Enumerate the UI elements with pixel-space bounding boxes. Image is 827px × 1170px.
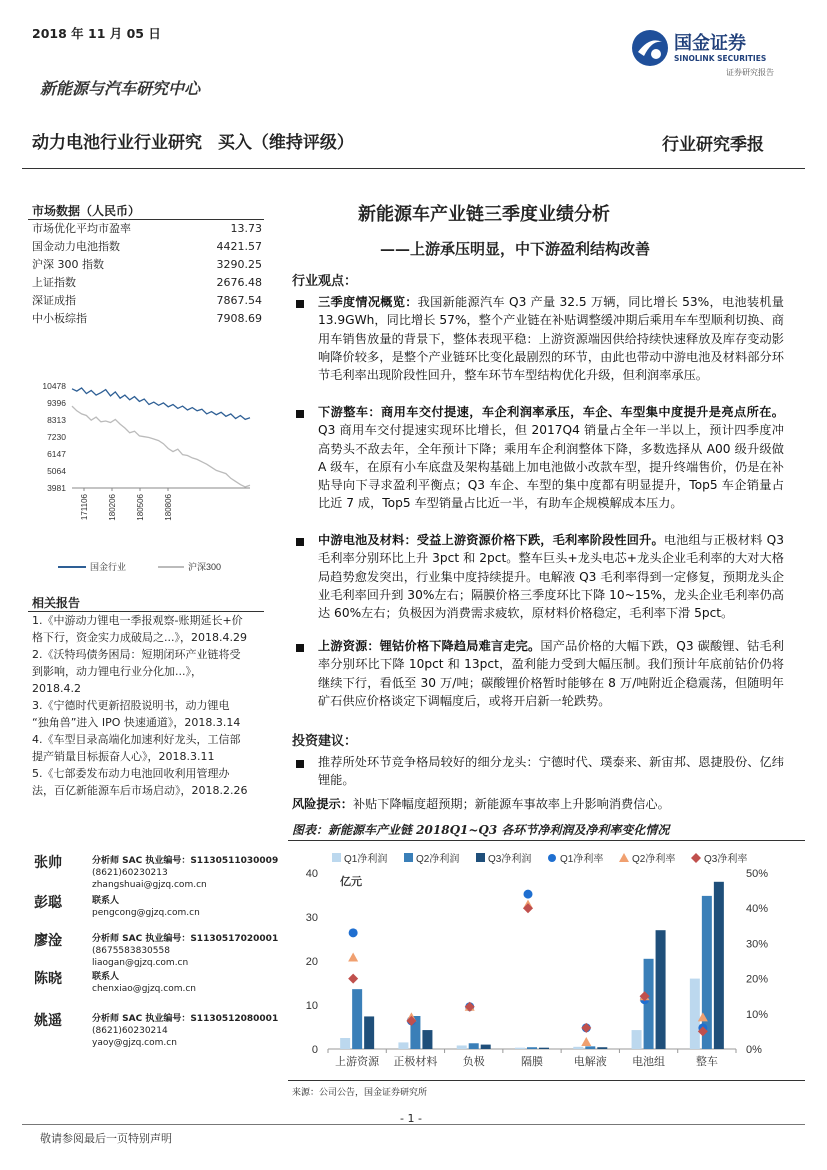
- point-Q2净利率: [581, 1037, 591, 1046]
- y-tick-label: 30: [305, 912, 318, 924]
- profit-chart: [288, 843, 805, 1083]
- category-label: 电池组: [632, 1056, 666, 1068]
- chart-title: 图表：新能源车产业链 2018Q1~Q3 各环节净利润及净利率变化情况: [292, 823, 670, 837]
- list-item[interactable]: 5.《七部委发布动力电池回收利用管理办 法，百亿新能源车后市场启动》，2018.2.26: [32, 767, 248, 797]
- y2-tick-label: 20%: [746, 973, 769, 986]
- list-item[interactable]: 4.《车型目录高端化加速利好龙头，工信部 提产销量目标振奋人心》，2018.3.11: [32, 733, 241, 763]
- y-tick-label: 6147: [47, 449, 66, 459]
- analyst-info: 联系人 chenxiao@gjzq.com.cn: [92, 972, 196, 994]
- bullet-icon: [296, 760, 304, 768]
- analyst-name: 张帅: [34, 855, 62, 871]
- header-divider: [22, 168, 805, 169]
- market-row: 国金动力电池指数 4421.57: [32, 240, 262, 253]
- y-tick-label: 8313: [47, 415, 66, 425]
- paragraph-upstream: 上游资源：锂钴价格下降趋局难言走完。国产品价格的大幅下跌，Q3 碳酸锂、钴毛利率分别环比下降 10pct 和 13pct，盈利能力受到大幅压制。我们预计年底前钴价仍将继续下行，看低至 30 万/吨；碳酸锂价格暂时能够在 8 万/吨附近企稳震荡，但随明年矿石供应价格谈定下调幅度后，或将开启新一轮跌势。: [318, 639, 784, 708]
- legend-swatch-Q1净利润: [332, 853, 341, 862]
- analyst-name: 陈晓: [34, 971, 62, 987]
- bullet-icon: [296, 410, 304, 418]
- bar-Q3净利润: [422, 1030, 432, 1049]
- x-tick-label: 180806: [164, 494, 173, 521]
- legend-label: Q3净利率: [704, 854, 748, 865]
- analyst-info: 分析师 SAC 执业编号：S1130517020001 (8675583830558 liaogan@gjzq.com.cn: [92, 934, 279, 968]
- category-label: 整车: [695, 1056, 718, 1068]
- legend-swatch-Q2净利率: [619, 853, 629, 862]
- market-row: 沪深 300 指数 3290.25: [32, 258, 262, 271]
- x-tick-label: 171106: [80, 494, 89, 521]
- legend-swatch-Q3净利率: [691, 853, 701, 863]
- chart-title-divider: [288, 840, 805, 841]
- point-Q3净利率: [581, 1023, 591, 1033]
- analyst-name: 廖淦: [34, 933, 62, 949]
- related-reports-title: 相关报告: [32, 596, 81, 610]
- view-title: 行业观点：: [292, 274, 358, 289]
- bar-Q2净利润: [469, 1043, 479, 1049]
- point-Q2净利率: [348, 952, 358, 961]
- bar-Q3净利润: [656, 930, 666, 1049]
- y2-tick-label: 30%: [746, 938, 769, 951]
- market-table: [32, 220, 262, 328]
- bar-Q3净利润: [364, 1016, 374, 1049]
- legend-label: Q3净利润: [488, 854, 532, 865]
- category-label: 电解液: [573, 1056, 607, 1068]
- x-tick-label: 180506: [136, 494, 145, 521]
- bar-Q1净利润: [632, 1030, 642, 1049]
- analyst-info: 分析师 SAC 执业编号：S1130511030009 (8621)60230213 zhangshuai@gjzq.com.cn: [92, 856, 279, 890]
- paragraph-overview: 三季度情况概览：我国新能源汽车 Q3 产量 32.5 万辆，同比增长 53%，电池装机量 13.9GWh，同比增长 57%，整个产业链在补贴调整缓冲期后乘用车车型顺利切换、商用车销售放量的背景下，整体表现平稳：上游资源端因供给持续快速释放及库存变动影响降价较多，是整个产业链环比变化最剧烈的环节，由此也带动中游电池及材料部分环节毛利率出现阶段性回升，整车环节车型结构优化升级，但利润率承压。: [318, 295, 784, 383]
- point-Q3净利率: [523, 903, 533, 913]
- category-label: 正极材料: [393, 1056, 438, 1068]
- y-tick-label: 20: [305, 956, 318, 968]
- bar-Q2净利润: [352, 989, 362, 1049]
- point-Q1净利率: [349, 928, 358, 937]
- list-item[interactable]: 1.《中游动力锂电一季报观察-账期延长+价 格下行，资金实力成破局之...》，2018.4.29: [32, 614, 247, 644]
- y-tick-label: 3981: [47, 483, 66, 493]
- analyst-name: 姚遥: [34, 1013, 62, 1029]
- market-row: 市场优化平均市盈率 13.73: [32, 222, 262, 235]
- report-type: 行业研究季报: [662, 135, 764, 155]
- main-subtitle: ——上游承压明显，中下游盈利结构改善: [380, 240, 651, 258]
- category-label: 上游资源: [335, 1056, 380, 1068]
- research-center: 新能源与汽车研究中心: [40, 79, 201, 98]
- market-row: 中小板综指 7908.69: [32, 312, 262, 325]
- bar-Q1净利润: [398, 1042, 408, 1049]
- y2-tick-label: 0%: [746, 1044, 762, 1056]
- bullet-icon: [296, 300, 304, 308]
- y2-tick-label: 40%: [746, 903, 769, 916]
- related-reports-list: [32, 612, 272, 799]
- bar-Q3净利润: [481, 1045, 491, 1049]
- legend-label: Q1净利润: [344, 854, 388, 865]
- analyst-info: 分析师 SAC 执业编号：S1130512080001 (8621)60230214 yaoy@gjzq.com.cn: [92, 1014, 279, 1048]
- category-label: 负极: [462, 1056, 485, 1068]
- y2-tick-label: 50%: [746, 868, 769, 880]
- market-data-title: 市场数据（人民币）: [32, 204, 141, 218]
- legend-swatch-Q2净利润: [404, 853, 413, 862]
- chart-source: 来源：公司公告，国金证券研究所: [292, 1088, 428, 1098]
- x-tick-label: 180206: [108, 494, 117, 521]
- chart-bottom-divider: [288, 1080, 805, 1081]
- y2-tick-label: 10%: [746, 1008, 769, 1021]
- bullet-icon: [296, 644, 304, 652]
- logo-sub: 证券研究报告: [726, 68, 774, 77]
- industry-title: 动力电池行业行业研究: [32, 133, 202, 153]
- y-tick-label: 0: [311, 1044, 318, 1056]
- bar-Q3净利润: [714, 882, 724, 1049]
- logo-en: SINOLINK SECURITIES: [674, 54, 767, 63]
- report-date: 2018 年 11 月 05 日: [32, 26, 161, 41]
- bar-Q3净利润: [597, 1047, 607, 1049]
- paragraph-midstream: 中游电池及材料：受益上游资源价格下跌，毛利率阶段性回升。电池组与正极材料 Q3 毛利率分别环比上升 3pct 和 2pct。整车巨头+龙头电芯+龙头企业毛利率的大对大格局趋势愈发突出，行业集中度持续提升。电解液 Q3 毛利率得到一定修复，预期龙头企业毛利率回升到 30%左右；隔膜价格三季度环比下降 10~15%，龙头企业毛利率仍高达 60%左右；负极因为消费需求疲软，原材料价格稳定，毛利率下滑 5pct。: [318, 533, 784, 621]
- rating: 买入（维持评级）: [217, 133, 354, 153]
- risk-note: 风险提示：补贴下降幅度超预期；新能源车事故率上升影响消费信心。: [292, 797, 670, 811]
- y-tick-label: 40: [305, 868, 318, 880]
- bar-Q1净利润: [690, 979, 700, 1049]
- legend-hs300-label: 沪深300: [188, 562, 222, 572]
- point-Q1净利率: [524, 890, 533, 899]
- bar-Q1净利润: [457, 1045, 467, 1049]
- index-trend-chart: [28, 370, 268, 580]
- bar-Q3净利润: [539, 1048, 549, 1049]
- category-label: 隔膜: [521, 1056, 543, 1068]
- bullet-icon: [296, 538, 304, 546]
- legend-label: Q2净利润: [416, 854, 460, 865]
- legend-label: Q2净利率: [632, 854, 676, 865]
- bar-Q1净利润: [573, 1047, 583, 1049]
- bar-Q1净利润: [340, 1038, 350, 1049]
- main-title: 新能源车产业链三季度业绩分析: [358, 204, 610, 225]
- footer-divider: [22, 1124, 805, 1125]
- paragraph-downstream: 下游整车：商用车交付提速，车企利润率承压，车企、车型集中度提升是亮点所在。Q3 商用车交付提速实现环比增长，但 2017Q4 销量占全年一半以上，预计四季度冲高势头不敌去年，全年预计下降；乘用车企利润整体下降，多数选择从 A00 级升级做 A 级车，在原有小车底盘及架构基础上加电池做小改款车型，提升终端售价，仍是在补贴导向下寻求盈利平衡点；Q3 车企、车型的集中度都有明显提升，Top5 车企销量占比近 7 成，Top5 车型销量占比近一半，有助车企规模解成本压力。: [318, 405, 784, 511]
- logo-name: 国金证券: [674, 33, 746, 54]
- hs300-line: [72, 406, 250, 487]
- bar-Q2净利润: [585, 1046, 595, 1049]
- y-tick-label: 5064: [47, 466, 66, 476]
- list-item[interactable]: 2.《沃特玛债务困局：短期闭环产业链将受 到影响，动力锂电行业分化加...》， 2018.4.2: [32, 648, 241, 695]
- y-tick-label: 7230: [47, 432, 66, 442]
- legend-label: Q1净利率: [560, 854, 604, 865]
- analyst-info: 联系人 pengcong@gjzq.com.cn: [92, 896, 200, 918]
- industry-line: [72, 388, 250, 419]
- market-row: 深证成指 7867.54: [32, 294, 262, 307]
- disclaimer: 敬请参阅最后一页特别声明: [40, 1132, 172, 1145]
- list-item[interactable]: 3.《宁德时代更新招股说明书，动力锂电 “独角兽”进入 IPO 快速通道》，2018.3.14: [32, 699, 241, 729]
- legend-swatch-Q3净利润: [476, 853, 485, 862]
- analyst-name: 彭聪: [34, 895, 62, 911]
- legend-industry-label: 国金行业: [90, 562, 127, 572]
- invest-title: 投资建议：: [292, 734, 358, 749]
- bar-Q1净利润: [515, 1048, 525, 1049]
- y-tick-label: 10: [305, 1000, 318, 1012]
- report-title: [32, 128, 354, 153]
- y-tick-label: 10478: [42, 381, 66, 391]
- page-number: - 1 -: [400, 1112, 422, 1125]
- sinolink-logo-icon: [630, 28, 670, 68]
- market-row: 上证指数 2676.48: [32, 276, 262, 289]
- point-Q3净利率: [348, 974, 358, 984]
- invest-advice: 推荐所处环节竞争格局较好的细分龙头：宁德时代、璞泰来、新宙邦、恩捷股份、亿纬锂能。: [318, 755, 784, 788]
- y-tick-label: 9396: [47, 398, 66, 408]
- bar-Q2净利润: [527, 1047, 537, 1049]
- y-axis-label: 亿元: [340, 876, 362, 888]
- legend-swatch-Q1净利率: [548, 854, 556, 862]
